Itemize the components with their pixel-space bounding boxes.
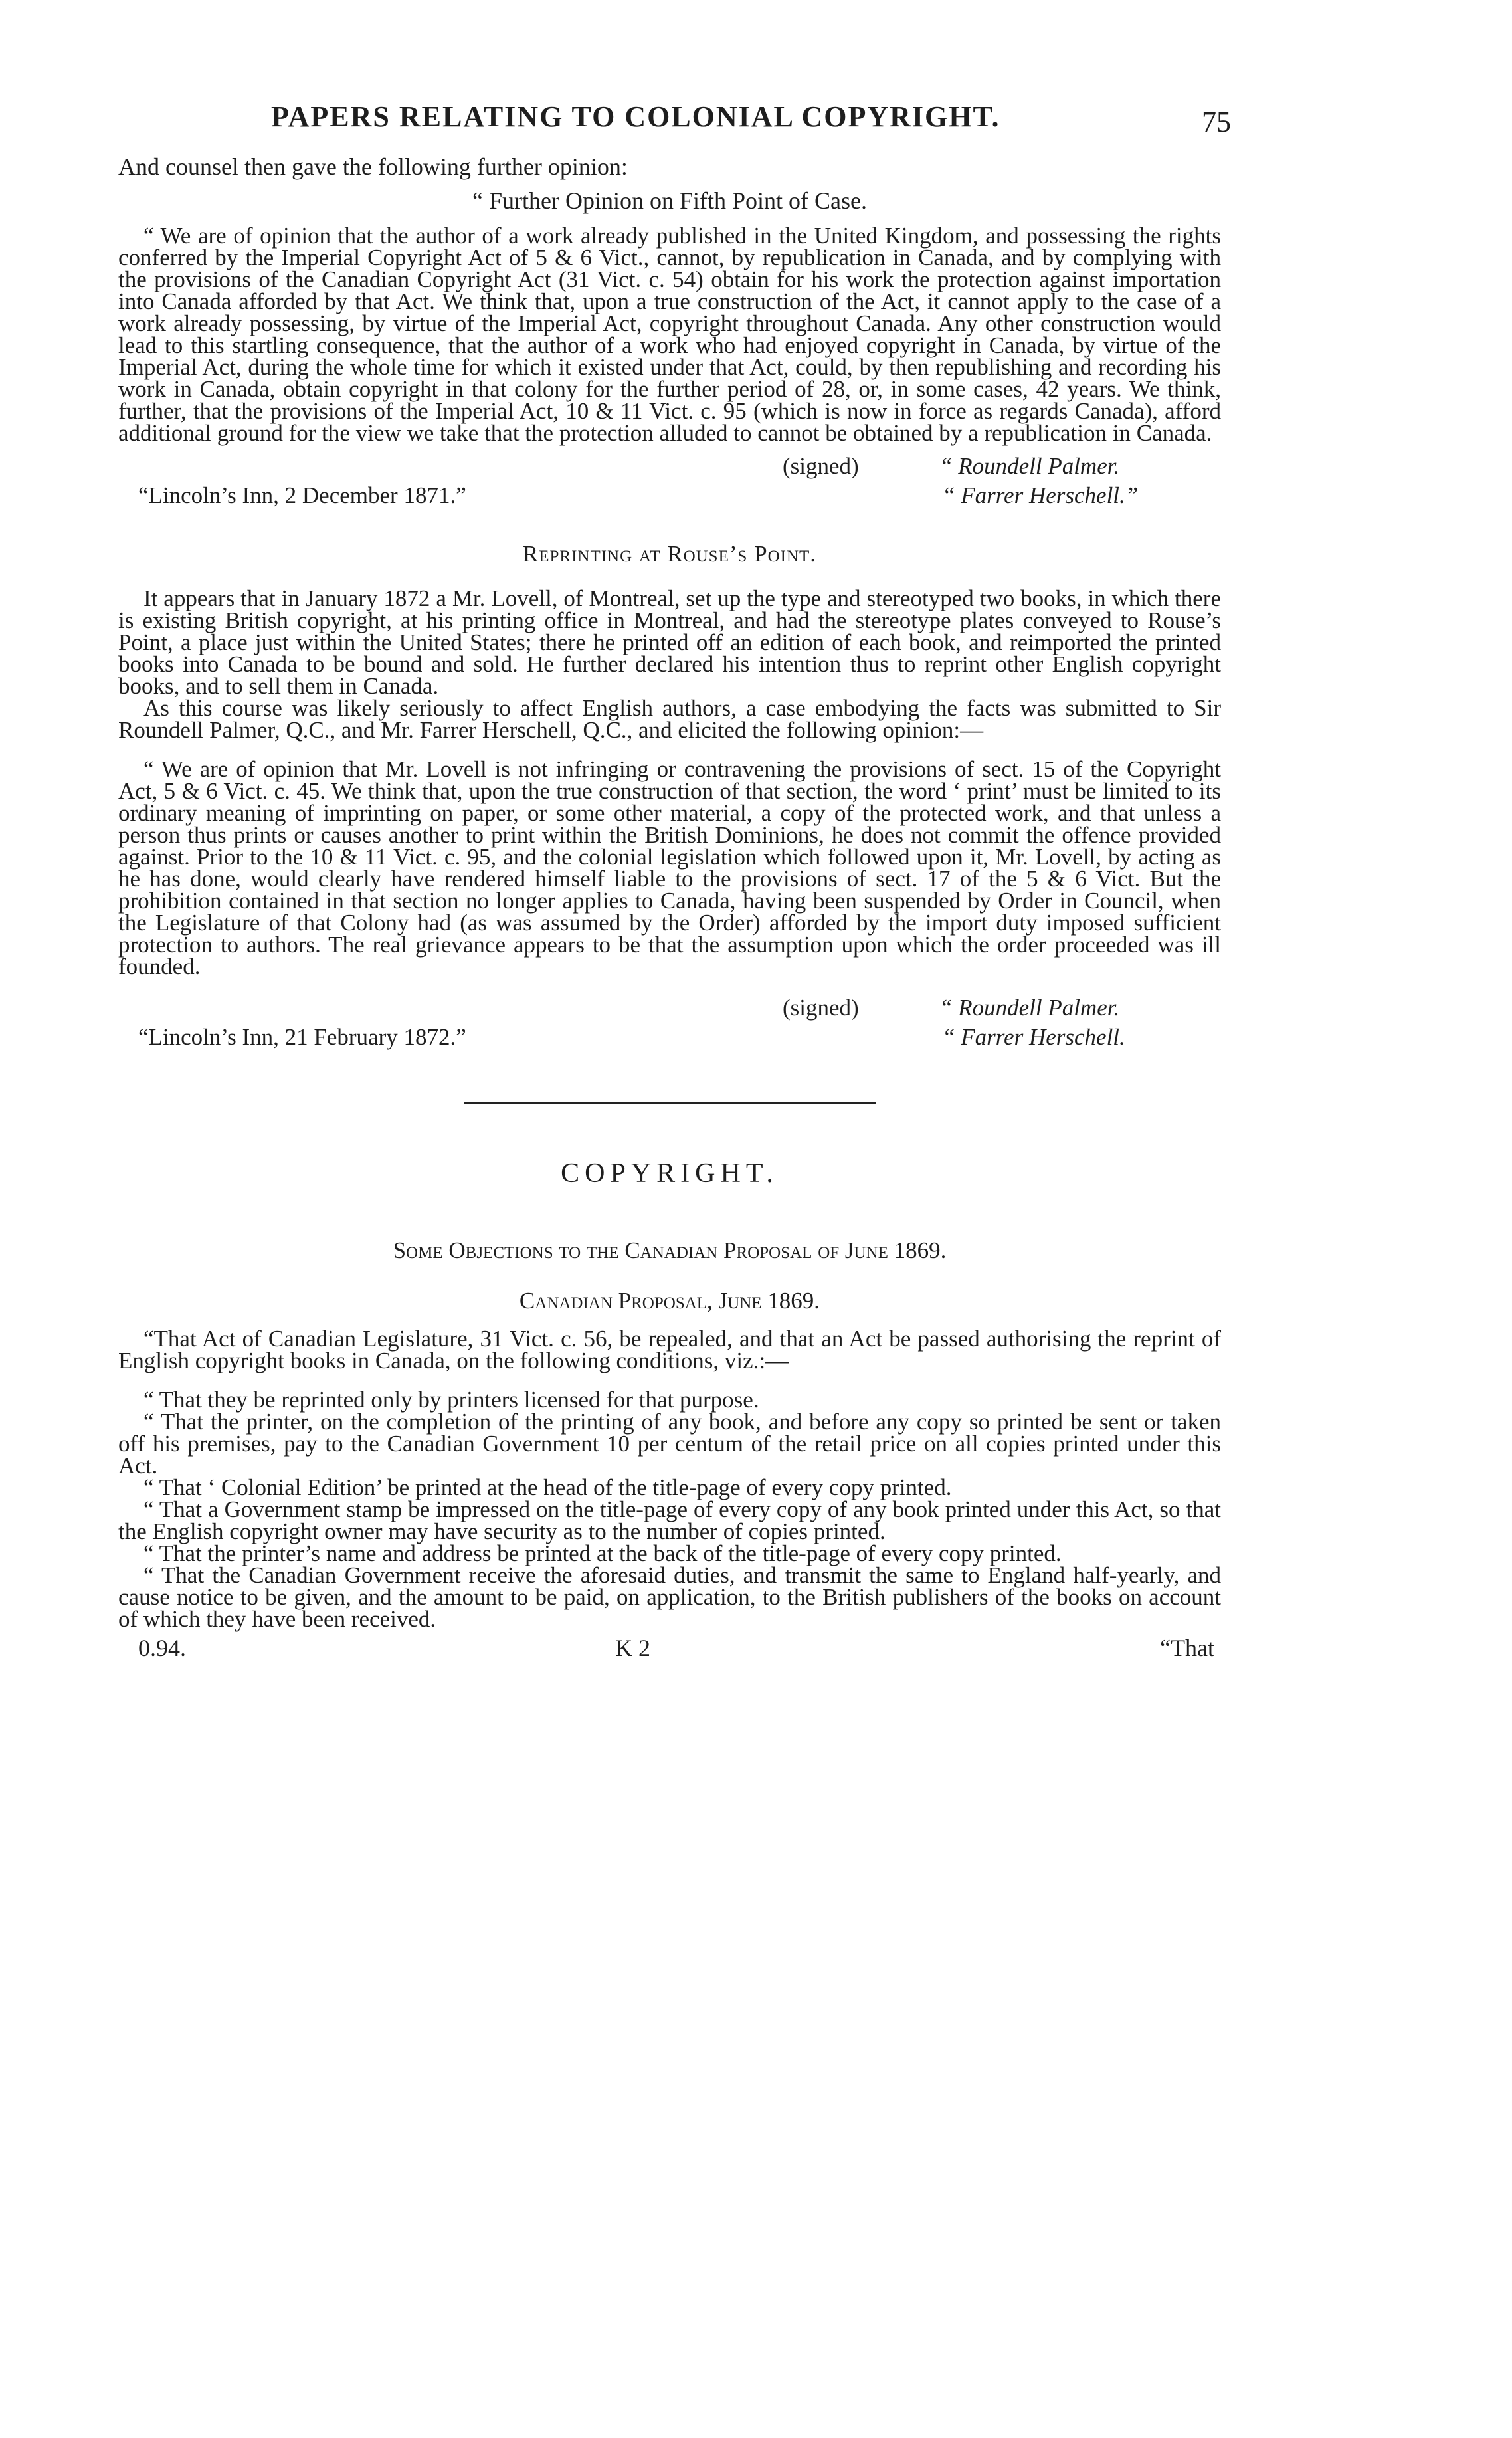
signature-mark: K 2: [615, 1635, 650, 1661]
copyright-title: COPYRIGHT.: [561, 1158, 779, 1189]
signatory-herschell: “ Farrer Herschell.”: [942, 482, 1139, 508]
page-footer: [118, 1634, 1221, 1667]
section-divider: [464, 1102, 876, 1104]
reprinting-opinion: “ We are of opinion that Mr. Lovell is not infringing or contravening the provisions of sect. 15 of the Copyright Act, 5 & 6 Vict. c. 45. We think that, upon the true construction of that section, the word ‘ print’ must be limited to its ordinary meaning of imprinting on paper, or some other material, a copy of the protected work, and that unless a person thus prints or causes another to print within the British Dominions, he does not commit the offence provided against. Prior to the 10 & 11 Vict. c. 95, and the colonial legislation which followed upon it, Mr. Lovell, by acting as he has done, would clearly have rendered himself liable to the provisions of sect. 17 of the 5 & 6 Vict. But the prohibition contained in that section no longer applies to Canada, having been suspended by Order in Council, when the Legislature of that Colony had (as was assumed by the Order) afforded by the import duty imposed sufficient protection to authors. The real grievance appears to be that the assumption upon which the order proceeded was ill founded.: [118, 756, 1221, 979]
reprinting-paragraph-2: As this course was likely seriously to affect English authors, a case embodying the facts was submitted to Sir Roundell Palmer, Q.C., and Mr. Farrer Herschell, Q.C., and elicited the following opinion:—: [118, 695, 1221, 743]
proposal-intro: “That Act of Canadian Legislature, 31 Vict. c. 56, be repealed, and that an Act be passed authorising the reprint of English copyright books in Canada, on the following conditions, viz.:—: [118, 1326, 1221, 1373]
condition-item: “ That they be reprinted only by printers licensed for that purpose.: [143, 1387, 759, 1413]
further-opinion-text: “ We are of opinion that the author of a work already published in the United Kingdom, and possessing the rights conferred by the Imperial Copyright Act of 5 & 6 Vict., cannot, by republication in Canada, and by complying with the provisions of the Canadian Copyright Act (31 Vict. c. 54) obtain for his work the protection against importation into Canada afforded by that Act. We think that, upon a true construction of the Act, it cannot apply to the case of a work already possessing, by virtue of the Imperial Act, copyright throughout Canada. Any other construction would lead to this startling consequence, that the author of a work who had enjoyed copyright in Canada, by virtue of the Imperial Act, during the whole time for which it existed under that Act, could, by then republishing and recording his work in Canada, obtain copyright in that colony for the further period of 28, or, in some cases, 42 years. We think, further, that the provisions of the Imperial Act, 10 & 11 Vict. c. 95 (which is now in force as regards Canada), afford additional ground for the view we take that the protection alluded to cannot be obtained by a republication in Canada.: [118, 223, 1221, 446]
signatory-palmer: “ Roundell Palmer.: [939, 995, 1120, 1021]
signed-label: (signed): [783, 453, 859, 479]
signed-label: (signed): [783, 995, 859, 1021]
further-opinion-intro: And counsel then gave the following further opinion:: [118, 153, 628, 180]
condition-item: “ That a Government stamp be impressed on the title-page of every copy of any book printed under this Act, so that the English copyright owner may have security as to the number of copies printed.: [118, 1496, 1221, 1544]
signatory-herschell: “ Farrer Herschell.: [942, 1024, 1125, 1050]
running-title: PAPERS RELATING TO COLONIAL COPYRIGHT.: [271, 100, 1000, 133]
document-code: 0.94.: [138, 1635, 186, 1661]
reprinting-signature-block: [118, 985, 1221, 1059]
document-page: [118, 100, 1231, 1667]
condition-item: “ That the Canadian Government receive the aforesaid duties, and transmit the same to England half-yearly, and cause notice to be given, and the amount to be paid, on application, to the British publishers of the books on account of which they have been received.: [118, 1562, 1221, 1632]
catchword: “That: [1160, 1635, 1214, 1661]
objections-heading: Some Objections to the Canadian Proposal of June 1869.: [393, 1237, 947, 1263]
signatory-palmer: “ Roundell Palmer.: [939, 453, 1120, 479]
reprinting-paragraph-1: It appears that in January 1872 a Mr. Lovell, of Montreal, set up the type and stereotyped two books, in which there is existing British copyright, at his printing office in Montreal, and had the stereotype plates conveyed to Rouse’s Point, a place just within the United States; there he printed off an edition of each book, and reimported the printed books into Canada to be bound and sold. He further declared his intention thus to reprint other English copyright books, and to sell them in Canada.: [118, 585, 1221, 699]
page-number: 75: [1202, 106, 1231, 138]
condition-item: “ That the printer, on the completion of the printing of any book, and before any copy so printed be sent or taken off his premises, pay to the Canadian Government 10 per centum of the retail price on all copies printed under this Act.: [118, 1409, 1221, 1478]
further-opinion-heading: “ Further Opinion on Fifth Point of Case.: [472, 187, 867, 214]
proposal-heading: Canadian Proposal, June 1869.: [519, 1288, 820, 1314]
page-header: [118, 100, 1231, 146]
place-date: “Lincoln’s Inn, 21 February 1872.”: [138, 1024, 466, 1050]
reprinting-heading: Reprinting at Rouse’s Point.: [522, 541, 817, 567]
condition-item: “ That the printer’s name and address be printed at the back of the title-page of every copy printed.: [143, 1540, 1062, 1566]
place-date: “Lincoln’s Inn, 2 December 1871.”: [138, 482, 466, 508]
condition-item: “ That ‘ Colonial Edition’ be printed at the head of the title-page of every copy printed.: [143, 1474, 952, 1500]
further-opinion-signature-block: [118, 444, 1221, 517]
